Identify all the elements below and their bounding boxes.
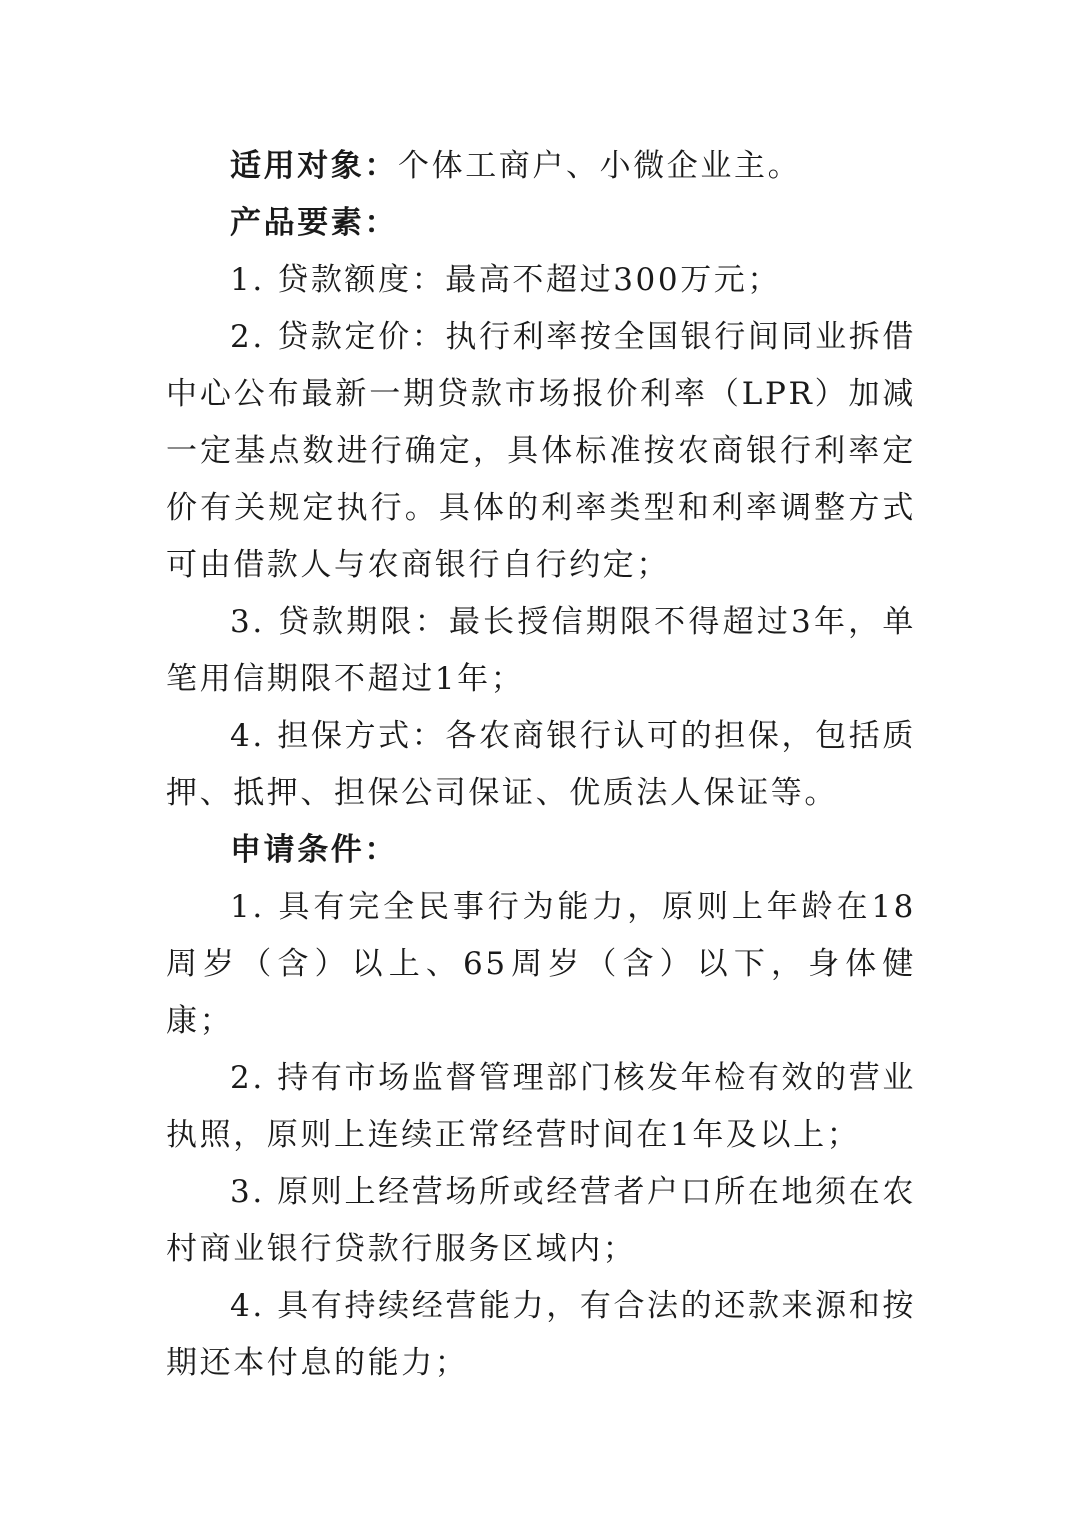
condition-item-4: 4. 具有持续经营能力，有合法的还款来源和按期还本付息的能力； bbox=[166, 1288, 916, 1381]
element-item-4: 4. 担保方式：各农商银行认可的担保，包括质押、抵押、担保公司保证、优质法人保证等。 bbox=[166, 718, 916, 811]
condition-item-3: 3. 原则上经营场所或经营者户口所在地须在农村商业银行贷款行服务区域内； bbox=[166, 1174, 916, 1267]
document-page bbox=[166, 138, 916, 1392]
element-item-3: 3. 贷款期限：最长授信期限不得超过3年，单笔用信期限不超过1年； bbox=[166, 604, 916, 697]
target-paragraph bbox=[166, 138, 916, 195]
element-item-1: 1. 贷款额度：最高不超过300万元； bbox=[230, 262, 781, 298]
target-label: 适用对象： bbox=[230, 148, 398, 184]
conditions-heading: 申请条件： bbox=[230, 832, 398, 868]
element-item-2: 2. 贷款定价：执行利率按全国银行间同业拆借中心公布最新一期贷款市场报价利率（LPR）加减一定基点数进行确定，具体标准按农商银行利率定价有关规定执行。具体的利率类型和利率调整方式可由借款人与农商银行自行约定； bbox=[166, 319, 916, 583]
target-text: 个体工商户、小微企业主。 bbox=[398, 148, 802, 184]
condition-item-1: 1. 具有完全民事行为能力，原则上年龄在18周岁（含）以上、65周岁（含）以下，身体健康； bbox=[166, 889, 916, 1039]
elements-heading: 产品要素： bbox=[230, 205, 398, 241]
condition-item-2: 2. 持有市场监督管理部门核发年检有效的营业执照，原则上连续正常经营时间在1年及以上； bbox=[166, 1060, 916, 1153]
